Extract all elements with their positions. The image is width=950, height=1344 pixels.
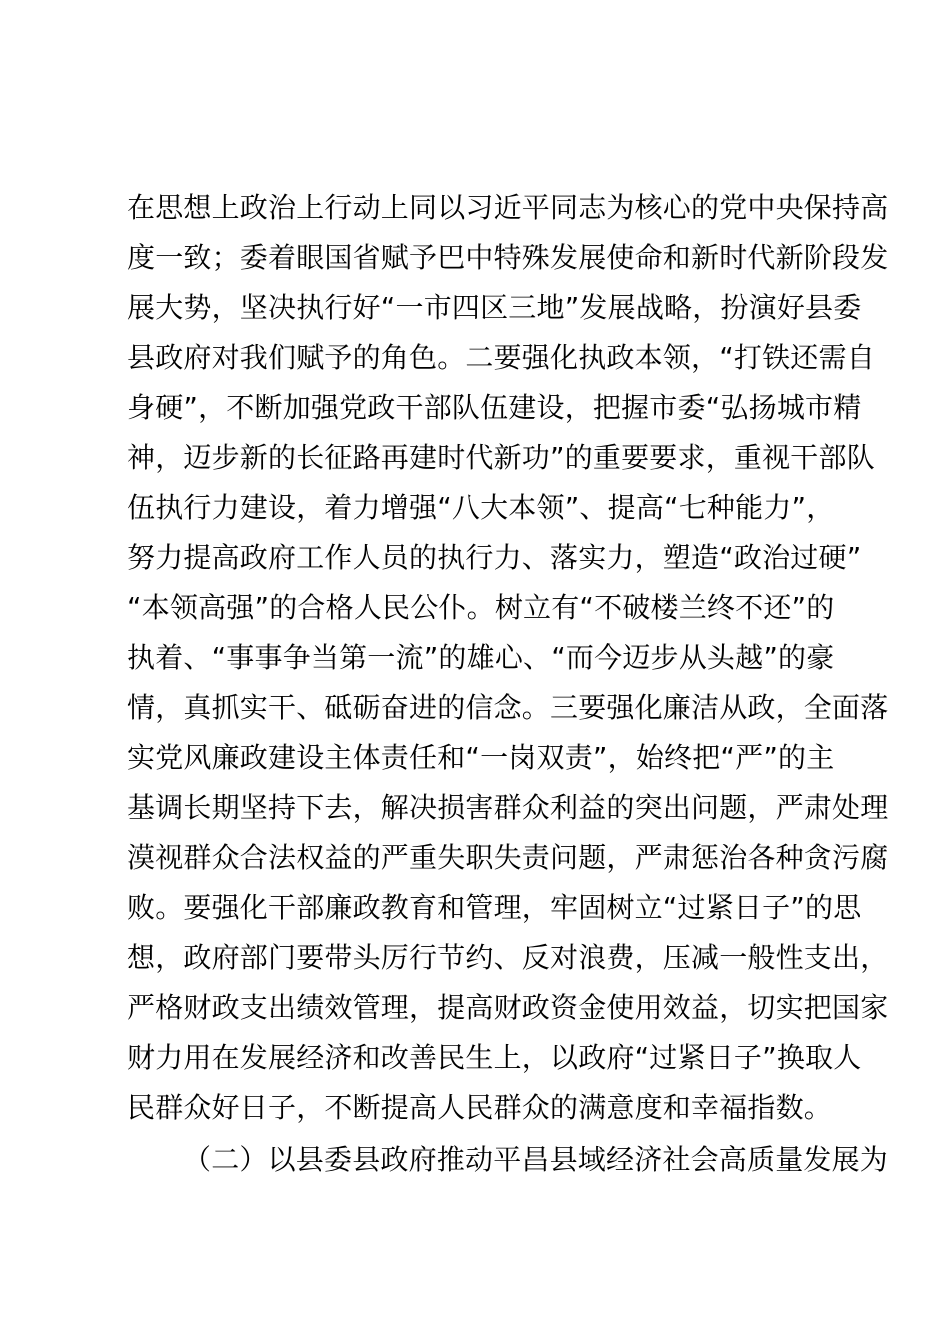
paragraph-line: 在思想上政治上行动上同以习近平同志为核心的党中央保持高 bbox=[127, 191, 889, 224]
paragraph-line: 严格财政支出绩效管理，提高财政资金使用效益，切实把国家 bbox=[127, 991, 889, 1024]
paragraph-line: “本领高强”的合格人民公仆。树立有“不破楼兰终不还”的 bbox=[127, 591, 835, 624]
paragraph-line: 度一致；委着眼国省赋予巴中特殊发展使命和新时代新阶段发 bbox=[127, 241, 889, 274]
paragraph-line: 想，政府部门要带头厉行节约、反对浪费，压减一般性支出， bbox=[127, 941, 889, 974]
paragraph-line: 身硬”，不断加强党政干部队伍建设，把握市委“弘扬城市精 bbox=[127, 391, 862, 424]
paragraph-line: 情，真抓实干、砥砺奋进的信念。三要强化廉洁从政，全面落 bbox=[127, 691, 889, 724]
paragraph-line: 漠视群众合法权益的严重失职失责问题，严肃惩治各种贪污腐 bbox=[127, 841, 889, 874]
paragraph-line: 展大势，坚决执行好“一市四区三地”发展战略，扮演好县委 bbox=[127, 291, 862, 324]
paragraph-line: 财力用在发展经济和改善民生上，以政府“过紧日子”换取人 bbox=[127, 1041, 862, 1074]
section-heading: （二）以县委县政府推动平昌县域经济社会高质量发展为 bbox=[183, 1143, 889, 1176]
paragraph-line: 民群众好日子，不断提高人民群众的满意度和幸福指数。 bbox=[127, 1091, 833, 1124]
paragraph-line: 神，迈步新的长征路再建时代新功”的重要要求，重视干部队 bbox=[127, 441, 875, 474]
paragraph-line: 县政府对我们赋予的角色。二要强化执政本领，“打铁还需自 bbox=[127, 341, 875, 374]
paragraph-line: 伍执行力建设，着力增强“八大本领”、提高“七种能力”， bbox=[127, 491, 835, 524]
paragraph-line: 败。要强化干部廉政教育和管理，牢固树立“过紧日子”的思 bbox=[127, 891, 862, 924]
paragraph-line: 努力提高政府工作人员的执行力、落实力，塑造“政治过硬” bbox=[127, 541, 862, 574]
paragraph-line: 实党风廉政建设主体责任和“一岗双责”，始终把“严”的主 bbox=[127, 741, 835, 774]
paragraph-line: 执着、“事事争当第一流”的雄心、“而今迈步从头越”的豪 bbox=[127, 641, 835, 674]
paragraph-line: 基调长期坚持下去，解决损害群众利益的突出问题，严肃处理 bbox=[127, 791, 889, 824]
